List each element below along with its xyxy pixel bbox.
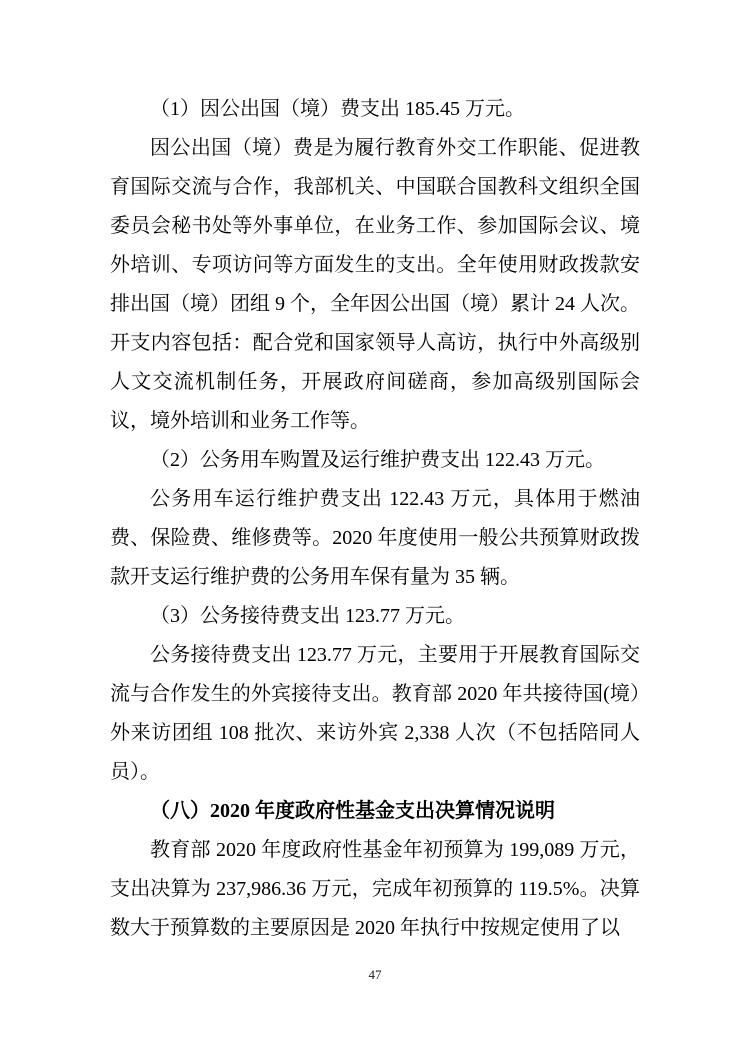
paragraph-item-6: 公务接待费支出 123.77 万元，主要用于开展教育国际交流与合作发生的外宾接待支出。教育部 2020 年共接待国(境）外来访团组 108 批次、来访外宾 2,338 人次（不包括陪同人员）。 (110, 644, 640, 783)
paragraph-item-8: 教育部 2020 年度政府性基金年初预算为 199,089 万元，支出决算为 237,986.36 万元，完成年初预算的 119.5%。决算数大于预算数的主要原因是 2020 年执行中按规定使用了以 (110, 839, 640, 939)
section-heading: （八）2020 年度政府性基金支出决算情况说明 (150, 800, 555, 822)
paragraph-item-1: （1）因公出国（境）费支出 185.45 万元。 (150, 98, 525, 120)
paragraph-item-4: 公务用车运行维护费支出 122.43 万元，具体用于燃油费、保险费、维修费等。2020 年度使用一般公共预算财政拨款开支运行维护费的公务用车保有量为 35 辆。 (110, 488, 640, 588)
page-number: 47 (368, 967, 382, 982)
paragraph-item-3: （2）公务用车购置及运行维护费支出 122.43 万元。 (150, 449, 605, 471)
paragraph-item-5: （3）公务接待费支出 123.77 万元。 (150, 605, 465, 627)
paragraph-item-2: 因公出国（境）费是为履行教育外交工作职能、促进教育国际交流与合作，我部机关、中国联合国教科文组织全国委员会秘书处等外事单位，在业务工作、参加国际会议、境外培训、专项访问等方面发生的支出。全年使用财政拨款安排出国（境）团组 9 个，全年因公出国（境）累计 24 人次。开支内容包括：配合党和国家领导人高访，执行中外高级别人文交流机制任务，开展政府间磋商，参加高级别国际会议，境外培训和业务工作等。 (110, 137, 640, 432)
document-body (110, 90, 640, 948)
